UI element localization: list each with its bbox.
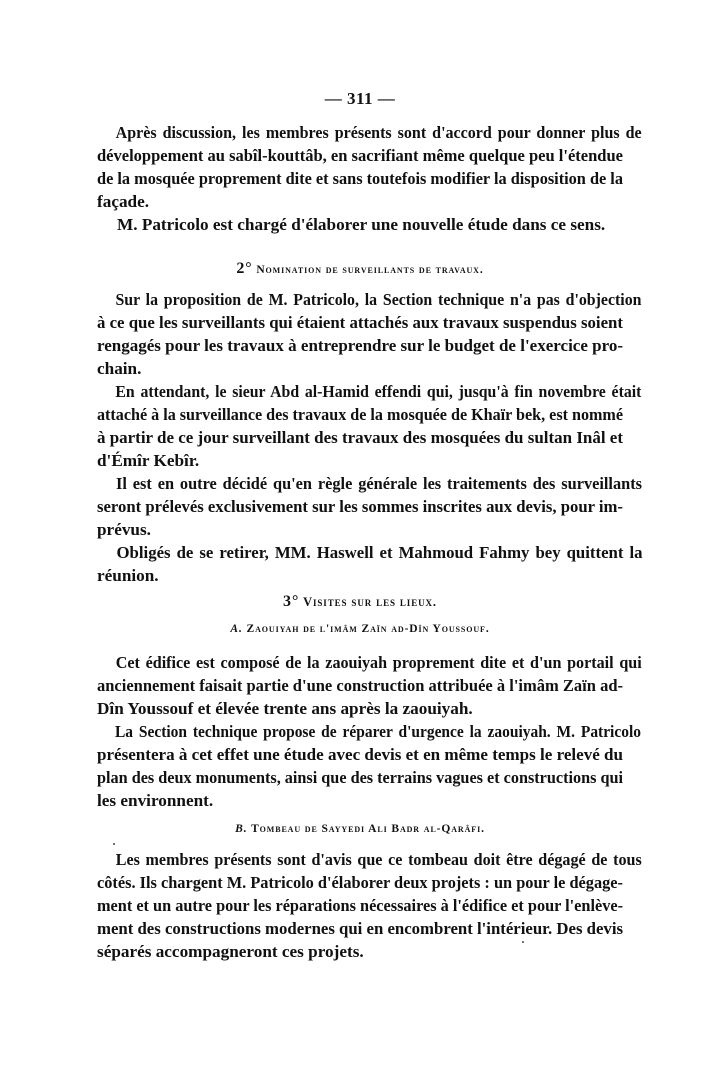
text-line: Dîn Youssouf et élevée trente ans après la zaouiyah. [97, 699, 473, 718]
text-line: séparés accompagneront ces projets. [97, 942, 364, 961]
text-line: Obligés de se retirer, MM. Haswell et Mahmoud Fahmy bey quittent la [116, 543, 643, 562]
subsection-text: Zaouiyah de l'imâm Zaïn ad-Dîn Youssouf. [246, 623, 490, 635]
text-line: anciennement faisait partie d'une construction attribuée à l'imâm Zaïn ad- [97, 676, 623, 695]
text-line: seront prélevés exclusivement sur les sommes inscrites aux devis, pour im- [97, 497, 623, 516]
text-line: En attendant, le sieur Abd al-Hamid effendi qui, jusqu'à fin novembre était [115, 382, 642, 401]
text-line: prévus. [97, 520, 151, 539]
page-number: — 311 — [324, 89, 396, 108]
text-line: La Section technique propose de réparer d'urgence la zaouiyah. M. Patricolo [114, 722, 641, 741]
text-line: rengagés pour les travaux à entreprendre sur le budget de l'exercice pro- [97, 336, 623, 355]
heading-number: 2° [236, 260, 253, 277]
subsection-letter: B. [235, 823, 248, 835]
text-line: à ce que les surveillants qui étaient attachés aux travaux suspendus soient [97, 313, 623, 332]
text-line: présentera à cet effet une étude avec devis et en même temps le relevé du [97, 745, 623, 764]
text-line: Les membres présents sont d'avis que ce tombeau doit être dégagé de tous [115, 850, 642, 869]
text-line: M. Patricolo est chargé d'élaborer une nouvelle étude dans ce sens. [117, 215, 606, 234]
text-line: Sur la proposition de M. Patricolo, la Section technique n'a pas d'objection [115, 290, 642, 309]
heading-text: Nomination de surveillants de travaux. [256, 264, 484, 276]
heading-number: 3° [283, 593, 300, 610]
subsection-letter: A. [230, 623, 243, 635]
text-line: côtés. Ils chargent M. Patricolo d'élaborer deux projets : un pour le dégage- [97, 873, 623, 892]
subsection-text: Tombeau de Sayyedi Ali Badr al-Qarâfi. [251, 823, 485, 835]
print-speck [522, 941, 524, 943]
heading-text: Visites sur les lieux. [303, 595, 437, 609]
text-line: Après discussion, les membres présents sont d'accord pour donner plus de [115, 123, 642, 142]
text-line: façade. [97, 192, 150, 211]
text-line: Cet édifice est composé de la zaouiyah proprement dite et d'un portail qui [115, 653, 642, 672]
text-line: plan des deux monuments, ainsi que des terrains vagues et constructions qui [97, 768, 623, 787]
subsection-heading-b [0, 823, 720, 835]
section-heading-visites [0, 593, 720, 611]
section-heading-nomination [0, 260, 720, 278]
print-speck [113, 843, 115, 845]
text-line: ment et un autre pour les réparations nécessaires à l'édifice et pour l'enlève- [97, 896, 623, 915]
text-line: attaché à la surveillance des travaux de la mosquée de Khaïr bek, est nommé [97, 405, 623, 424]
text-line: développement au sabîl-kouttâb, en sacrifiant même quelque peu l'étendue [97, 146, 623, 165]
subsection-heading-a [0, 623, 720, 635]
text-line: Il est en outre décidé qu'en règle générale les traitements des surveillants [115, 474, 642, 493]
text-line: à partir de ce jour surveillant des travaux des mosquées du sultan Inâl et [97, 428, 623, 447]
text-line: de la mosquée proprement dite et sans toutefois modifier la disposition de la [97, 169, 623, 188]
text-line: les environnent. [97, 791, 214, 810]
text-line: ment des constructions modernes qui en encombrent l'intérieur. Des devis [97, 919, 623, 938]
text-line: d'Émîr Kebîr. [97, 451, 200, 470]
text-line: chain. [97, 359, 142, 378]
text-line: réunion. [97, 566, 159, 585]
